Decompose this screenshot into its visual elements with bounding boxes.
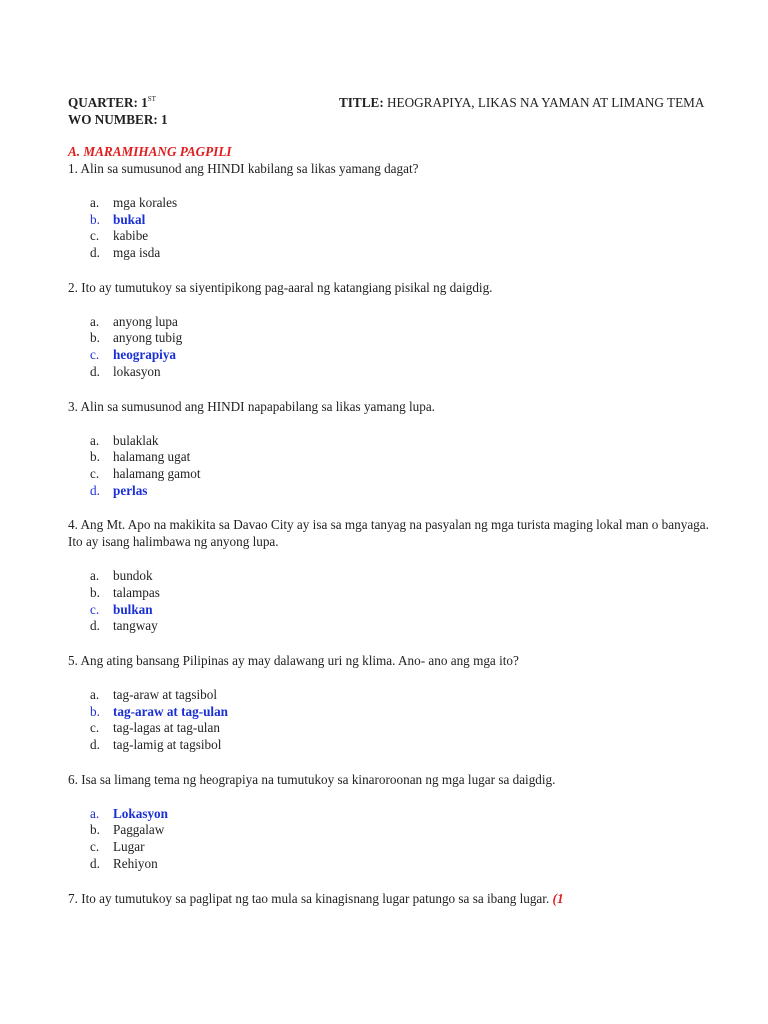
choice-item-correct [68, 211, 718, 228]
choice-text: tag-lamig at tagsibol [113, 737, 222, 753]
choice-text: heograpiya [113, 347, 177, 363]
choice-item [68, 736, 718, 753]
choice-letter: b. [90, 822, 100, 838]
question-item [68, 398, 718, 499]
choice-letter: d. [90, 245, 100, 261]
choice-item [68, 313, 718, 330]
question-item [68, 516, 718, 634]
question-text [68, 890, 718, 907]
choice-letter: d. [90, 482, 100, 498]
choice-text: bulaklak [113, 432, 159, 448]
choice-list [68, 686, 718, 753]
choice-item [68, 719, 718, 736]
choice-letter: c. [90, 601, 100, 617]
choice-item [68, 567, 718, 584]
header-row [68, 94, 728, 111]
choice-letter: b. [90, 584, 100, 600]
question-text-content: 6. Isa sa limang tema ng heograpiya na tumutukoy sa kinaroroonan ng mga lugar sa daigdig. [68, 771, 556, 787]
wo-number-label: WO NUMBER: [68, 112, 158, 127]
choice-letter: a. [90, 687, 100, 702]
choice-list [68, 567, 718, 634]
choice-item-correct [68, 346, 718, 363]
choice-letter: a. [90, 313, 100, 329]
choice-item [68, 465, 718, 482]
question-trailing-text: (1 [552, 890, 564, 906]
choice-text: tag-lagas at tag-ulan [113, 720, 220, 736]
choice-letter: d. [90, 855, 100, 871]
choice-text: halamang gamot [113, 465, 201, 481]
choice-text: Lugar [113, 839, 145, 855]
question-text-content: 4. Ang Mt. Apo na makikita sa Davao City ay isa sa mga tanyag na pasyalan ng mga turista maging lokal man o banyaga. Ito ay isang halimbawa ng anyong lupa. [68, 517, 713, 550]
quarter-field [68, 94, 156, 111]
choice-item [68, 838, 718, 855]
question-item [68, 160, 718, 261]
title-field [339, 94, 704, 111]
choice-letter: d. [90, 363, 100, 379]
choice-letter: a. [90, 195, 100, 210]
choice-text: bukal [113, 211, 146, 227]
quarter-value: 1 [141, 95, 148, 110]
wo-number-value: 1 [161, 112, 168, 127]
question-list [68, 160, 718, 925]
choice-text: tag-araw at tag-ulan [113, 703, 229, 719]
choice-letter: c. [90, 228, 100, 244]
choice-list [68, 432, 718, 499]
choice-text: bulkan [113, 601, 153, 617]
question-text [68, 652, 718, 669]
title-value: HEOGRAPIYA, LIKAS NA YAMAN AT LIMANG TEMA [387, 95, 705, 110]
choice-item [68, 194, 718, 211]
choice-list [68, 313, 718, 380]
choice-text: kabibe [113, 228, 149, 244]
question-text [68, 771, 718, 788]
choice-letter: c. [90, 839, 100, 855]
choice-text: anyong tubig [113, 330, 183, 346]
choice-text: anyong lupa [113, 313, 178, 329]
question-item [68, 771, 718, 872]
choice-text: bundok [113, 568, 153, 584]
section-title: A. MARAMIHANG PAGPILI [68, 144, 232, 159]
choice-list [68, 805, 718, 872]
choice-letter: c. [90, 465, 100, 481]
choice-text: Lokasyon [113, 805, 168, 821]
question-text-content: 5. Ang ating bansang Pilipinas ay may dalawang uri ng klima. Ano- ano ang mga ito? [68, 653, 519, 668]
choice-text: halamang ugat [113, 449, 191, 465]
choice-text: perlas [113, 482, 148, 498]
question-text [68, 279, 718, 296]
choice-item [68, 584, 718, 601]
choice-text: Rehiyon [113, 855, 158, 871]
question-text-content: 3. Alin sa sumusunod ang HINDI napapabilang sa likas yamang lupa. [68, 398, 435, 414]
wo-number-field [68, 111, 168, 128]
quarter-ordinal: ST [147, 95, 156, 103]
choice-letter: b. [90, 703, 100, 719]
choice-item [68, 821, 718, 838]
choice-letter: b. [90, 211, 100, 227]
choice-item [68, 432, 718, 449]
choice-letter: b. [90, 449, 100, 465]
choice-item [68, 227, 718, 244]
choice-item [68, 855, 718, 872]
choice-letter: a. [90, 568, 100, 584]
choice-item-correct [68, 703, 718, 720]
choice-letter: c. [90, 720, 100, 736]
choice-text: talampas [113, 584, 160, 600]
choice-item-correct [68, 601, 718, 618]
choice-letter: a. [90, 432, 100, 448]
question-text-content: 7. Ito ay tumutukoy sa paglipat ng tao mula sa kinagisnang lugar patungo sa sa ibang lugar. [68, 890, 553, 906]
choice-letter: d. [90, 737, 100, 753]
choice-text: tangway [113, 618, 158, 634]
choice-item [68, 686, 718, 703]
question-item [68, 279, 718, 380]
quarter-label: QUARTER: [68, 95, 138, 110]
question-text [68, 160, 718, 177]
choice-item [68, 244, 718, 261]
choice-letter: b. [90, 330, 100, 346]
choice-text: tag-araw at tagsibol [113, 687, 217, 702]
choice-list [68, 194, 718, 261]
choice-text: Paggalaw [113, 822, 165, 838]
choice-item [68, 329, 718, 346]
choice-item [68, 448, 718, 465]
question-item [68, 652, 718, 753]
question-item [68, 890, 718, 907]
choice-item [68, 363, 718, 380]
question-text [68, 398, 718, 415]
choice-letter: a. [90, 805, 100, 821]
question-text-content: 2. Ito ay tumutukoy sa siyentipikong pag-aaral ng katangiang pisikal ng daigdig. [68, 279, 493, 295]
choice-item [68, 617, 718, 634]
choice-text: lokasyon [113, 363, 161, 379]
choice-letter: c. [90, 347, 100, 363]
question-text-content: 1. Alin sa sumusunod ang HINDI kabilang sa likas yamang dagat? [68, 161, 419, 176]
choice-letter: d. [90, 618, 100, 634]
choice-text: mga isda [113, 245, 161, 261]
choice-text: mga korales [113, 195, 178, 210]
choice-item-correct [68, 482, 718, 499]
choice-item-correct [68, 805, 718, 822]
question-text [68, 516, 718, 550]
title-label: TITLE: [339, 95, 384, 110]
